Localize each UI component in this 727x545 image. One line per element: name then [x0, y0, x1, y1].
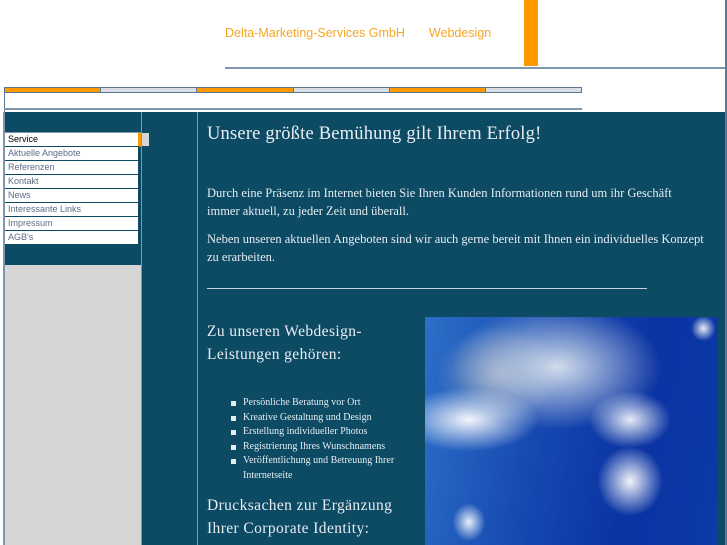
sidebar-item-kontakt[interactable]: Kontakt [5, 175, 141, 189]
concept-paragraph: Neben unseren aktuellen Angeboten sind wir auch gerne bereit mit Ihnen ein individuelles Konzept zu erarbeiten. [207, 232, 704, 264]
page-title: Unsere größte Bemühung gilt Ihrem Erfolg! [207, 124, 542, 144]
print-heading: Drucksachen zur Ergänzung Ihrer Corporate Identity: [207, 497, 393, 537]
nav-strip-segment[interactable] [390, 88, 486, 92]
main-area [3, 112, 725, 545]
sidebar-mid [5, 245, 141, 267]
services-heading: Zu unseren Webdesign-Leistungen gehören: [207, 323, 362, 363]
sidebar-item-impressum[interactable]: Impressum [5, 217, 141, 231]
sidebar-fill [5, 265, 141, 545]
list-item: Veröffentlichung und Betreuung Ihrer Internetseite [229, 454, 419, 483]
sidebar-item-service[interactable]: Service [5, 133, 141, 147]
left-frame-line [4, 93, 5, 113]
sidebar [3, 112, 142, 545]
header-brand [225, 26, 491, 40]
company-name: Delta-Marketing-Services GmbH [225, 26, 405, 40]
sky-clouds-photo [425, 317, 718, 545]
sidebar-item-aktuelle-angebote[interactable]: Aktuelle Angebote [5, 147, 141, 161]
nav-strip-segment[interactable] [101, 88, 197, 92]
content [207, 112, 722, 545]
intro-paragraph: Durch eine Präsenz im Internet bieten Sie Ihren Kunden Informationen rund um ihr Geschäft immer aktuell, zu jeder Zeit und überall. [207, 186, 672, 218]
sidebar-item-interessante-links[interactable]: Interessante Links [5, 203, 141, 217]
list-item: Erstellung individueller Photos [229, 425, 419, 440]
nav-strip-segment[interactable] [5, 88, 101, 92]
sidebar-item-referenzen[interactable]: Referenzen [5, 161, 141, 175]
nav-rule [4, 108, 582, 110]
spacer-column [142, 112, 198, 545]
nav-strip-segment[interactable] [486, 88, 581, 92]
list-item: Kreative Gestaltung und Design [229, 411, 419, 426]
section-name: Webdesign [428, 26, 492, 40]
list-item: Persönliche Beratung vor Ort [229, 396, 419, 411]
sidebar-item-news[interactable]: News [5, 189, 141, 203]
sidebar-top [5, 112, 141, 132]
nav-strip-segment[interactable] [197, 88, 293, 92]
divider [207, 288, 647, 289]
services-list [229, 396, 419, 483]
list-item: Registrierung Ihres Wunschnamens [229, 440, 419, 455]
nav-strip-segment[interactable] [294, 88, 390, 92]
sidebar-menu [5, 132, 141, 245]
header-rule [225, 67, 727, 69]
nav-strip [4, 87, 582, 93]
header-accent-bar [524, 0, 538, 66]
sidebar-item-agbs[interactable]: AGB's [5, 231, 141, 245]
